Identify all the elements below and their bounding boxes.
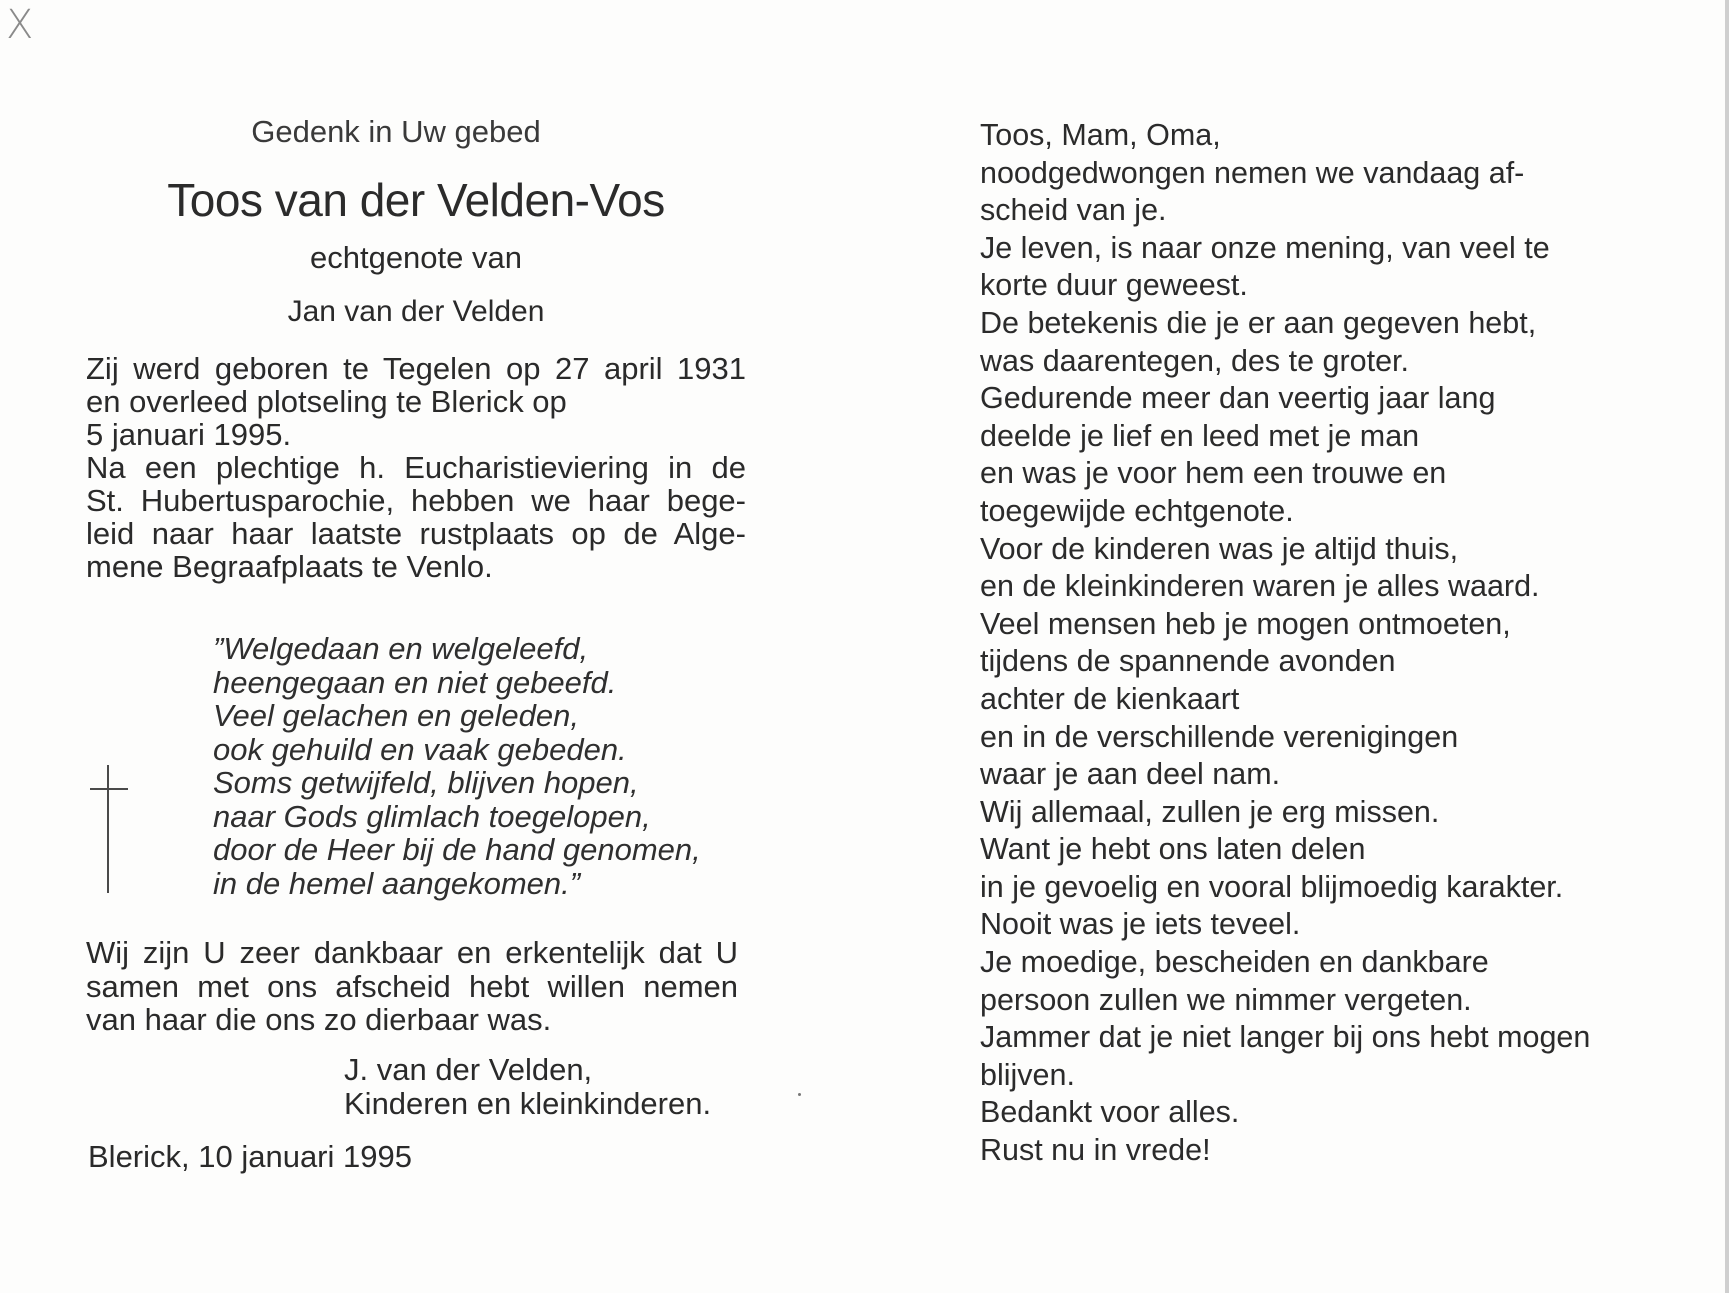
tribute-line: scheid van je.: [980, 193, 1167, 228]
text-line: 5 januari 1995.: [86, 417, 292, 452]
tribute-line: Toos, Mam, Oma,: [980, 118, 1221, 152]
poem-line: heengegaan en niet gebeefd.: [213, 664, 617, 700]
tribute-line: korte duur geweest.: [980, 268, 1248, 303]
text-line: St. Hubertusparochie, hebben we haar bege-: [86, 483, 746, 518]
tribute-line: Gedurende meer dan veertig jaar lang: [980, 381, 1496, 416]
cross-icon: [107, 765, 109, 893]
signature-line: J. van der Velden,: [344, 1052, 593, 1087]
tribute-line: Jammer dat je niet langer bij ons hebt mogen: [980, 1020, 1591, 1055]
text-line: Wij zijn U zeer dankbaar en erkentelijk dat U: [86, 935, 738, 970]
cross-icon-bar: [90, 788, 128, 790]
poem-line: ”Welgedaan en welgeleefd,: [213, 631, 589, 666]
tribute-line: toegewijde echtgenote.: [980, 493, 1294, 528]
text-line: van haar die ons zo dierbaar was.: [86, 1002, 552, 1037]
poem-line: in de hemel aangekomen.”: [213, 865, 581, 901]
text-line: Zij werd geboren te Tegelen op 27 april 1931: [86, 351, 746, 386]
tribute-line: achter de kienkaart: [980, 681, 1240, 716]
poem-line: Soms getwijfeld, blijven hopen,: [213, 765, 639, 800]
tribute-column: [980, 117, 1640, 1170]
tribute-line: Want je hebt ons laten delen: [980, 832, 1366, 867]
tribute-line: persoon zullen we nimmer vergeten.: [980, 982, 1472, 1017]
tribute-line: waar je aan deel nam.: [980, 757, 1281, 792]
deceased-name: Toos van der Velden-Vos: [167, 174, 665, 226]
poem-line: Veel gelachen en geleden,: [213, 698, 579, 733]
card-edge: [1725, 0, 1729, 1293]
text-line: Na een plechtige h. Eucharistieviering in de: [86, 450, 746, 485]
tribute-line: Nooit was je iets teveel.: [980, 907, 1301, 942]
thanks-paragraph: [86, 936, 738, 1037]
paper-speck: [798, 1093, 801, 1096]
text-line: en overleed plotseling te Blerick op: [86, 384, 567, 419]
signature-block: [344, 1053, 711, 1121]
tribute-line: Je moedige, bescheiden en dankbare: [980, 945, 1489, 980]
tribute-line: noodgedwongen nemen we vandaag af-: [980, 155, 1525, 190]
text-line: mene Begraafplaats te Venlo.: [86, 549, 493, 584]
text-line: leid naar haar laatste rustplaats op de Alge-: [86, 516, 746, 551]
poem-line: door de Heer bij de hand genomen,: [213, 832, 701, 867]
tribute-line: Bedankt voor alles.: [980, 1095, 1240, 1130]
tribute-line: en in de verschillende verenigingen: [980, 719, 1459, 754]
handwritten-x-mark: X: [6, 2, 34, 48]
tribute-line: Rust nu in vrede!: [980, 1133, 1211, 1168]
tribute-line: Veel mensen heb je mogen ontmoeten,: [980, 606, 1511, 641]
ceremony-paragraph: [86, 451, 746, 583]
left-column: [86, 108, 746, 583]
tribute-line: tijdens de spannende avonden: [980, 644, 1396, 679]
tribute-line: Je leven, is naar onze mening, van veel te: [980, 230, 1550, 265]
text-line: samen met ons afscheid hebt willen nemen: [86, 968, 738, 1004]
tribute-line: Wij allemaal, zullen je erg missen.: [980, 794, 1440, 829]
spouse-name: Jan van der Velden: [287, 295, 545, 328]
place-and-date: Blerick, 10 januari 1995: [88, 1139, 412, 1174]
tribute-line: De betekenis die je er aan gegeven hebt,: [980, 305, 1537, 340]
tribute-line: was daarentegen, des te groter.: [980, 343, 1409, 378]
tribute-line: en de kleinkinderen waren je alles waard.: [980, 569, 1540, 604]
tribute-line: en was je voor hem een trouwe en: [980, 456, 1447, 491]
poem-line: naar Gods glimlach toegelopen,: [213, 798, 651, 834]
remember-in-prayer-line: Gedenk in Uw gebed: [251, 114, 541, 149]
poem-line: ook gehuild en vaak gebeden.: [213, 731, 627, 767]
poem: [213, 632, 701, 900]
tribute-line: blijven.: [980, 1057, 1075, 1092]
spouse-label: echtgenote van: [309, 240, 522, 275]
tribute-line: deelde je lief en leed met je man: [980, 418, 1420, 453]
signature-line: Kinderen en kleinkinderen.: [344, 1086, 712, 1121]
tribute-line: Voor de kinderen was je altijd thuis,: [980, 531, 1459, 566]
tribute-line: in je gevoelig en vooral blijmoedig karakter.: [980, 869, 1564, 904]
birth-death-paragraph: [86, 352, 746, 451]
